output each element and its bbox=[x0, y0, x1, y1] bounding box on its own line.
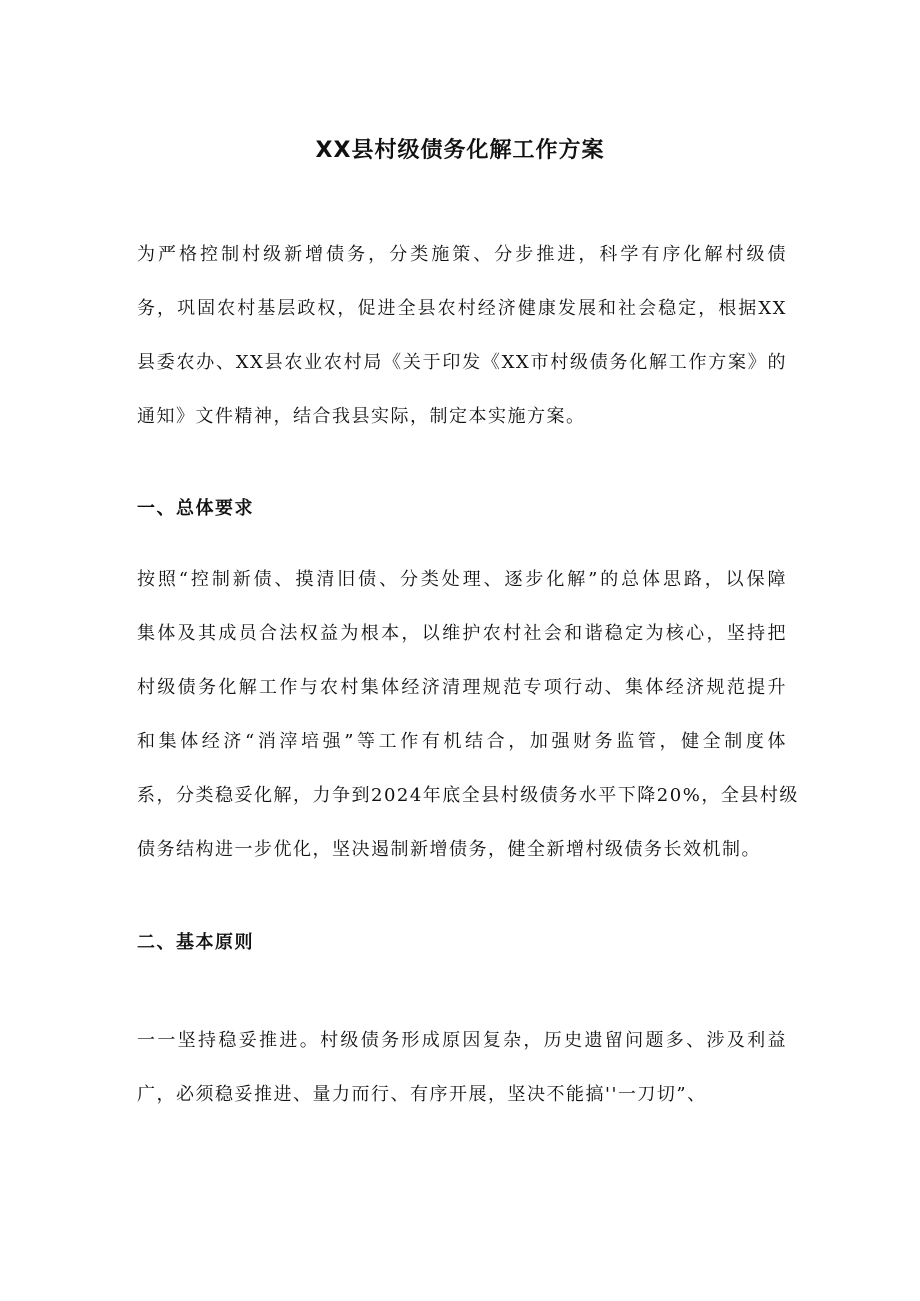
paragraph-line: 系，分类稳妥化解，力争到2024年底全县村级债务水平下降20%，全县村级 bbox=[137, 785, 799, 806]
document-title: XX县村级债务化解工作方案 bbox=[315, 138, 605, 163]
paragraph-line: 债务结构进一步优化，坚决遏制新增债务，健全新增村级债务长效机制。 bbox=[137, 839, 761, 860]
section-heading-general-requirements: 一、总体要求 bbox=[137, 498, 254, 519]
section1-paragraph bbox=[137, 553, 799, 877]
paragraph-line: 按照“控制新债、摸清旧债、分类处理、逐步化解”的总体思路，以保障 bbox=[137, 569, 787, 590]
paragraph-line: 广，必须稳妥推进、量力而行、有序开展，坚决不能搞''一刀切”、 bbox=[137, 1084, 707, 1105]
paragraph-line: 务，巩固农村基层政权，促进全县农村经济健康发展和社会稳定，根据XX bbox=[137, 298, 787, 319]
paragraph-line: 村级债务化解工作与农村集体经济清理规范专项行动、集体经济规范提升 bbox=[137, 677, 787, 698]
intro-paragraph bbox=[137, 228, 787, 444]
paragraph-line: 集体及其成员合法权益为根本，以维护农村社会和谐稳定为核心，坚持把 bbox=[137, 623, 787, 644]
section-heading-basic-principles: 二、基本原则 bbox=[137, 932, 254, 953]
paragraph-line: 县委农办、XX县农业农村局《关于印发《XX市村级债务化解工作方案》的 bbox=[137, 352, 787, 373]
paragraph-line: 为严格控制村级新增债务，分类施策、分步推进，科学有序化解村级债 bbox=[137, 244, 787, 265]
section2-paragraph bbox=[137, 1014, 787, 1122]
paragraph-line: 通知》文件精神，结合我县实际，制定本实施方案。 bbox=[137, 406, 586, 427]
paragraph-line: 和集体经济“消滓培强”等工作有机结合，加强财务监管，健全制度体 bbox=[137, 731, 787, 752]
paragraph-line: 一一坚持稳妥推进。村级债务形成原因复杂，历史遗留问题多、涉及利益 bbox=[137, 1030, 787, 1051]
